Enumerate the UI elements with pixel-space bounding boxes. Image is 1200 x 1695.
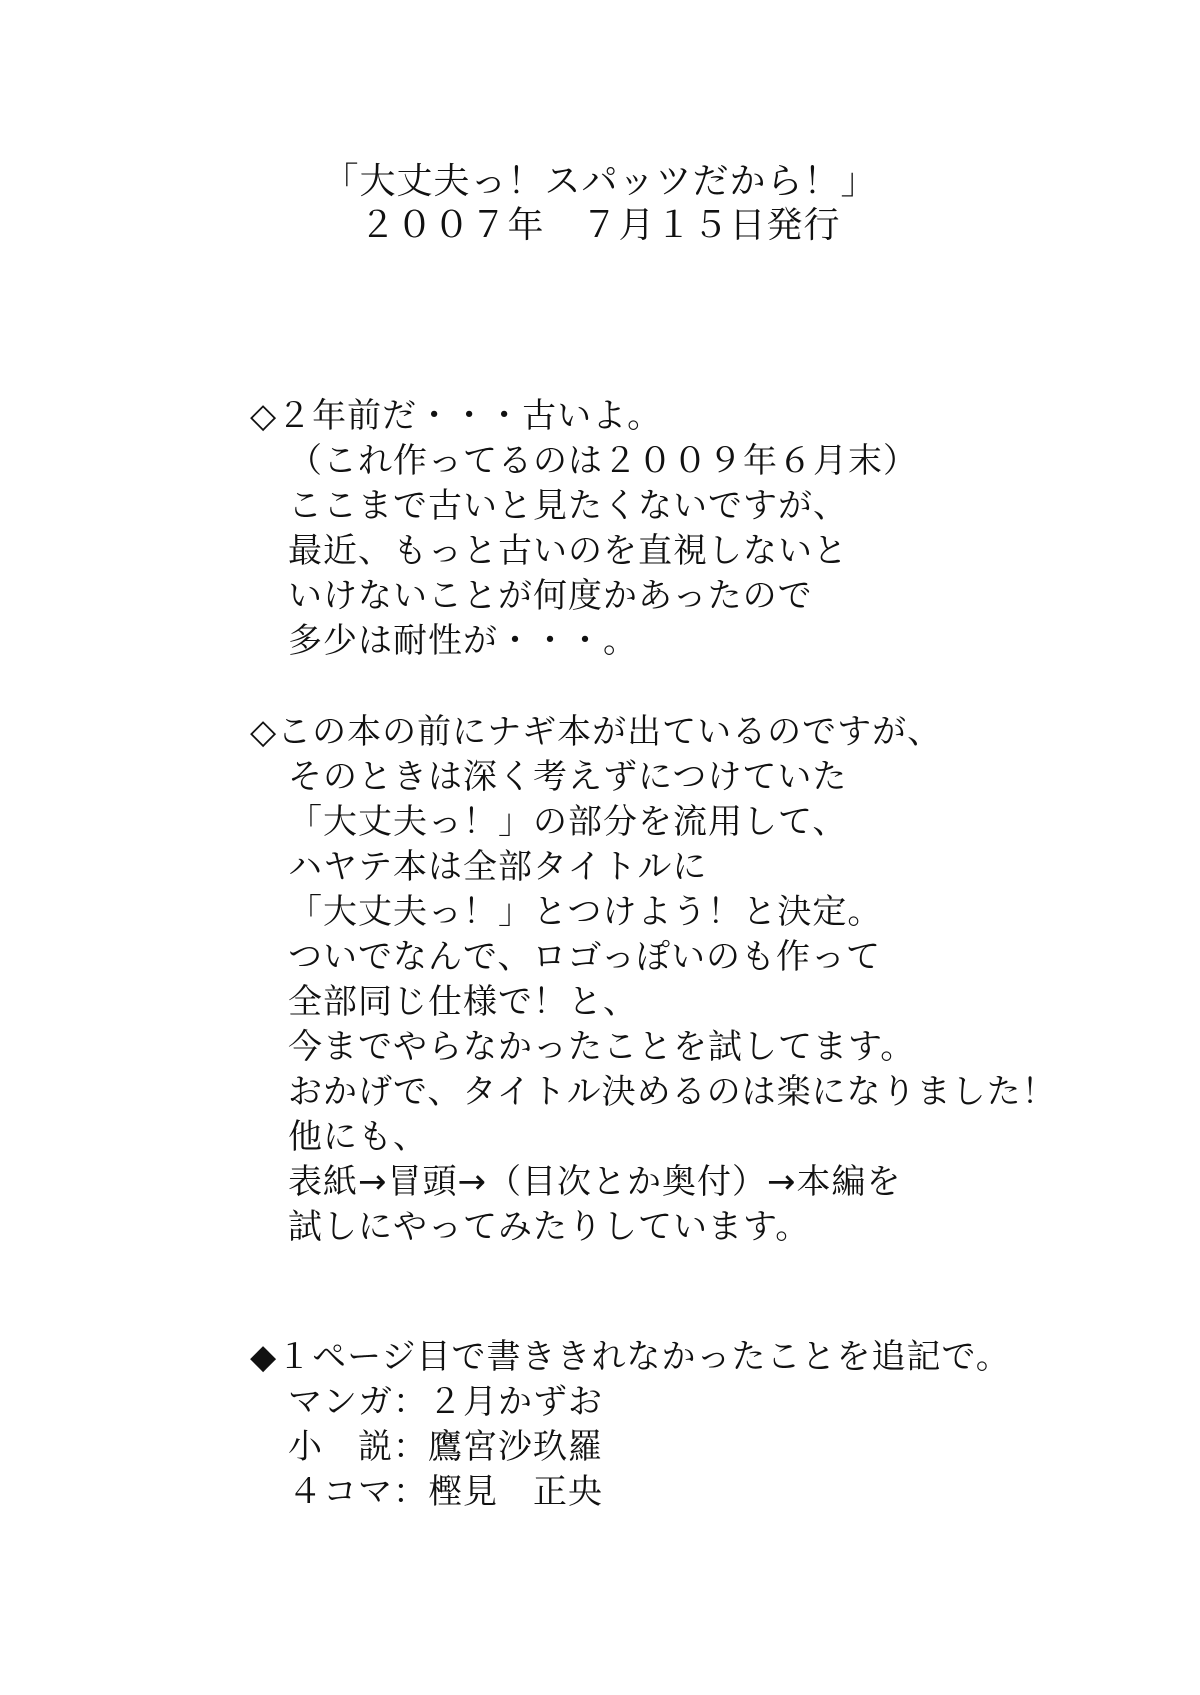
credit-line: 小 説：鷹宮沙玖羅 — [288, 1427, 603, 1467]
note-section-age — [250, 394, 1150, 664]
text-line: （これ作ってるのは２００９年６月末） — [288, 441, 918, 481]
section-heading: ◇この本の前にナギ本が出ているのですが、 — [250, 712, 943, 752]
text-line: ここまで古いと見たくないですが、 — [288, 486, 848, 526]
section-heading: ◆１ページ目で書ききれなかったことを追記で。 — [250, 1337, 1011, 1377]
text-line: 今までやらなかったことを試してます。 — [288, 1027, 916, 1067]
book-title: 「大丈夫っ！スパッツだから！」 — [322, 161, 878, 202]
text-line: おかげで、タイトル決めるのは楽になりました！ — [288, 1072, 1057, 1112]
text-line: 全部同じ仕様で！と、 — [288, 982, 638, 1022]
note-section-title-naming — [250, 710, 1150, 1250]
colophon-header — [0, 160, 1200, 248]
text-line: 最近、もっと古いのを直視しないと — [288, 531, 848, 571]
text-line: ついでなんで、ロゴっぽいのも作って — [288, 937, 881, 977]
text-line: いけないことが何度かあったので — [288, 576, 813, 616]
text-line: 表紙→冒頭→（目次とか奥付）→本編を — [288, 1162, 902, 1202]
publication-date: ２００７年 ７月１５日発行 — [359, 205, 841, 246]
text-line: 多少は耐性が・・・。 — [288, 621, 638, 661]
section-heading: ◇２年前だ・・・古いよ。 — [250, 396, 663, 436]
text-line: そのときは深く考えずにつけていた — [288, 757, 848, 797]
text-line: 「大丈夫っ！」とつけよう！と決定。 — [288, 892, 883, 932]
text-line: 「大丈夫っ！」の部分を流用して、 — [288, 802, 848, 842]
credit-line: ４コマ：樫見 正央 — [288, 1472, 603, 1512]
text-line: 他にも、 — [288, 1117, 428, 1157]
note-section-credits — [250, 1335, 1150, 1515]
credit-line: マンガ：２月かずお — [288, 1382, 603, 1422]
text-line: ハヤテ本は全部タイトルに — [288, 847, 708, 887]
text-line: 試しにやってみたりしています。 — [288, 1207, 811, 1247]
